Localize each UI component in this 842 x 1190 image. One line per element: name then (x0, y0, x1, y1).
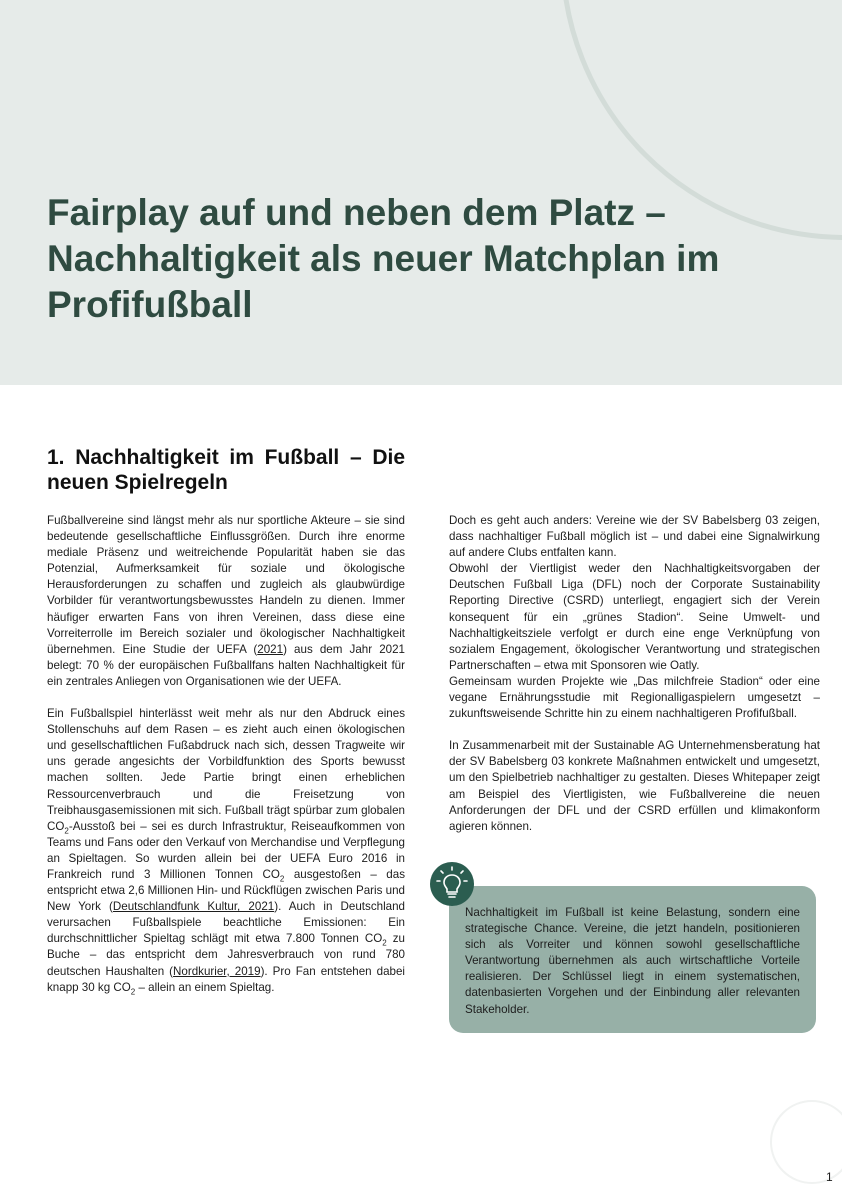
callout-text: Nachhaltigkeit im Fußball ist keine Belastung, sondern eine strategische Chance. Vereine, die jetzt handeln, positionieren sich als Vorreiter und können sowohl gesellschaftliche Verantwortung übernehmen als auch wirtschaftliche Vorteile realisieren. Der Schlüssel liegt in einem systematischen, datenbasierten Vorgehen und der Einbindung aller relevanten Stakeholder. (465, 906, 800, 1016)
citation-link[interactable]: 2021 (257, 642, 284, 656)
section-heading: 1. Nachhaltigkeit im Fußball – Die neuen Spielregeln (47, 446, 405, 494)
text-span: ) aus dem Jahr 2021 belegt: 70 % der europäischen Fußballfans halten Nachhaltigkeit für ein zentrales Anliegen von Organisationen wie der UEFA. (47, 642, 405, 688)
text-span: zu Buche – das entspricht dem Jahresverbrauch von rund 780 deutschen Haushalten ( (47, 932, 405, 978)
text-span: – allein an einem Spieltag. (135, 980, 275, 994)
paragraph (47, 706, 405, 996)
subscript: 2 (130, 986, 136, 996)
right-column (449, 513, 820, 851)
text-span: Gemeinsam wurden Projekte wie „Das milchfreie Stadion“ oder eine vegane Ernährungsstudie mit Regionalligaspielern umgesetzt – zukunftsweisende Schritte hin zu einem nachhaltigeren Profifußball. (449, 674, 820, 721)
text-span: Fußballvereine sind längst mehr als nur sportliche Akteure – sie sind bedeutende gesellschaftliche Einflussgrößen. Durch ihre enorme mediale Präsenz und weitreichende Popularität haben sie das Potenzial, Aufmerksamkeit für soziale und ökologische Herausforderungen zu schaffen und zugleich als glaubwürdige Vorbilder für verantwortungsbewusstes Handeln zu dienen. Immer häufiger erwarten Fans von ihren Vereinen, dass diese eine Vorreiterrolle im Bereich sozialer und ökologischer Nachhaltigkeit übernehmen. Eine Studie der UEFA ( (47, 514, 405, 656)
callout-box (449, 886, 816, 1033)
text-span: In Zusammenarbeit mit der Sustainable AG Unternehmensberatung hat der SV Babelsberg 03 konkrete Maßnahmen entwickelt und umgesetzt, um den Spielbetrieb nachhaltiger zu gestalten. Dieses Whitepaper zeigt am Beispiel des Viertligisten, wie Fußballvereine die neuen Anforderungen der DFL und der CSRD erfüllen und klimakonform agieren können. (449, 739, 820, 833)
text-span: Ein Fußballspiel hinterlässt weit mehr als nur den Abdruck eines Stollenschuhs auf dem Rasen – es zieht auch einen ökologischen und gesellschaftlichen Fußabdruck nach sich, dessen Tragweite wir uns gerade angesichts der Vorbildfunktion des Sports bewusst machen sollten. Jede Partie bringt einen erheblichen Ressourcenverbrauch und die Freisetzung von Treibhausgasemissionen mit sich. Fußball trägt spürbar zum globalen CO (47, 707, 405, 833)
subscript: 2 (64, 826, 69, 835)
paragraph (47, 513, 405, 690)
text-span: ausgestoßen – das entspricht etwa 2,6 Millionen Hin- und Rückflügen zwischen Paris und New York ( (47, 867, 405, 914)
subscript: 2 (279, 874, 285, 884)
text-span: ). Pro Fan entstehen dabei knapp 30 kg CO (47, 964, 406, 994)
page-number: 1 (826, 1170, 833, 1184)
paragraph (449, 738, 820, 835)
citation-link[interactable]: Deutschlandfunk Kultur, 2021 (112, 900, 275, 914)
citation-link[interactable]: Nordkurier, 2019 (173, 964, 261, 978)
header-band (0, 0, 842, 385)
text-span: -Ausstoß bei – sei es durch Infrastruktur, Reiseaufkommen von Teams und Fans oder den Verkauf von Merchandise und Verpflegung an Spieltagen. So wurden allein bei der UEFA Euro 2016 in Frankreich rund 3 Millionen Tonnen CO (47, 819, 405, 881)
text-span: Doch es geht auch anders: Vereine wie der SV Babelsberg 03 zeigen, dass nachhaltiger Fußball möglich ist – und dabei eine Signalwirkung auf andere Clubs entfalten kann. (449, 514, 820, 560)
subscript: 2 (382, 938, 387, 948)
page-title: Fairplay auf und neben dem Platz – Nachhaltigkeit als neuer Matchplan im Profifußball (47, 192, 720, 325)
paragraph (449, 513, 820, 722)
text-span: Obwohl der Viertligist weder den Nachhaltigkeitsvorgaben der Deutschen Fußball Liga (DFL) noch der Corporate Sustainability Reporting Directive (CSRD) unterliegt, engagiert sich der Verein konsequent für ein „grünes Stadion“. Seine Umwelt- und Nachhaltigkeitsziele verfolgt er durch eine enge Verknüpfung von sozialem Engagement, ökologischer Verantwortung und strategischen Partnerschaften – etwa mit Sponsoren wie Oatly. (449, 562, 820, 672)
left-column (47, 513, 405, 1012)
lightbulb-icon (430, 862, 474, 906)
text-span: ). Auch in Deutschland verursachen Fußballspiele beachtliche Emissionen: Ein durchschnittlicher Spieltag schlägt mit etwa 7.800 Tonnen CO (47, 900, 405, 946)
